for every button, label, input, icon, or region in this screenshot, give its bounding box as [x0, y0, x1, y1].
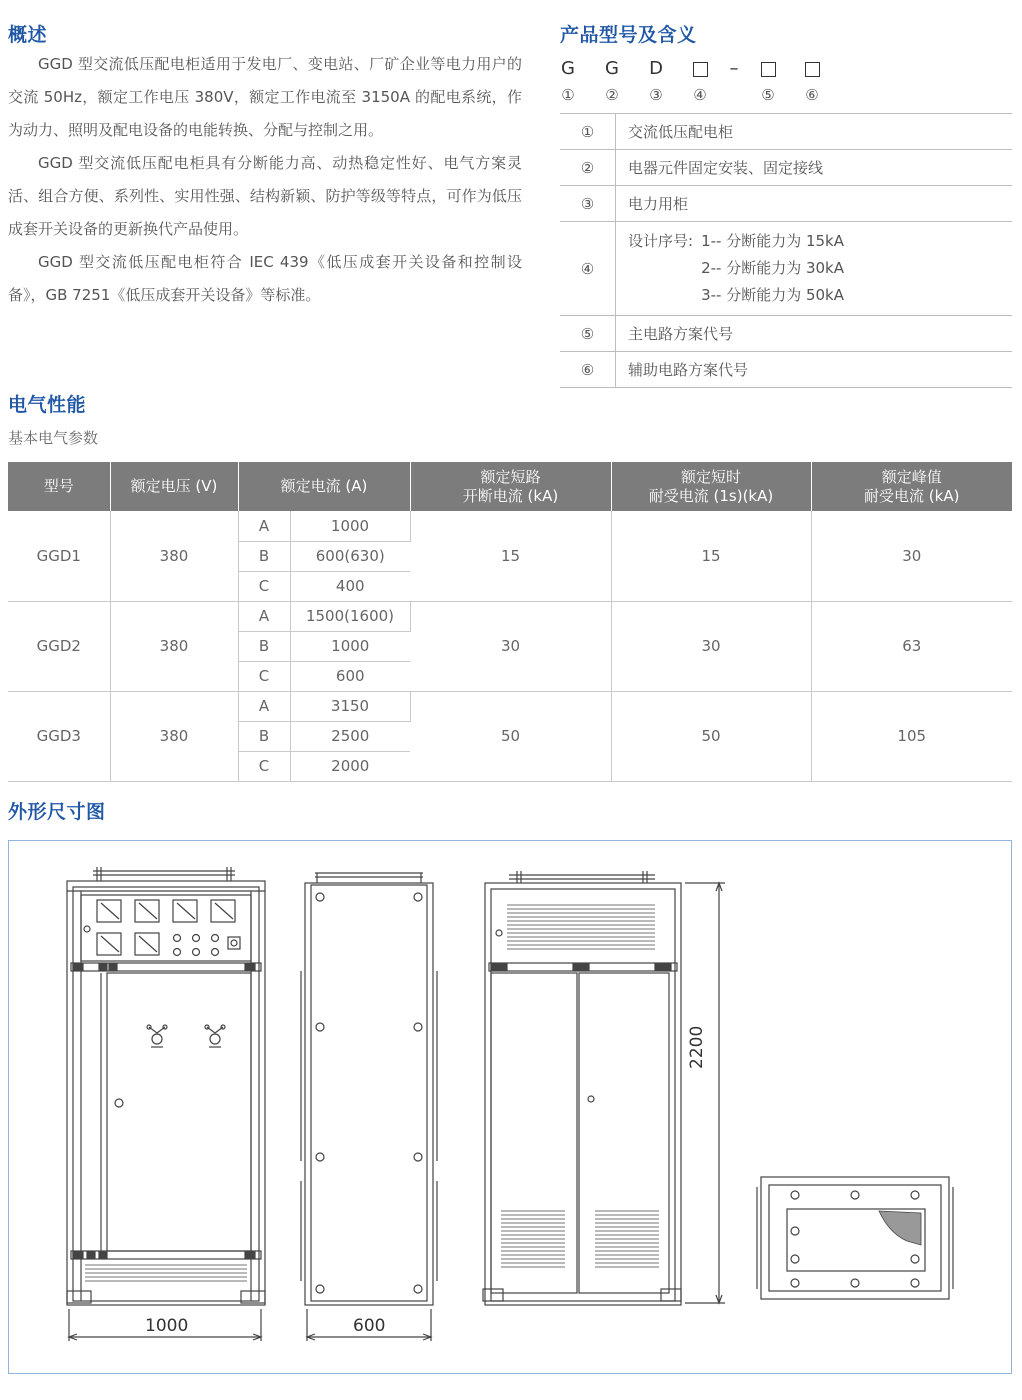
overview-title: 概述: [8, 24, 48, 46]
design-serial-option-1: 1-- 分断能力为 15kA: [701, 232, 845, 250]
cell-current-value: 400: [290, 571, 410, 601]
cell-current-value: 1500(1600): [290, 601, 410, 631]
overview-paragraph-2: GGD 型交流低压配电柜具有分断能力高、动热稳定性好、电气方案灵活、组合方便、系列性、实用性强、结构新颖、防护等级等特点，可作为低压成套开关设备的更新换代产品使用。: [8, 154, 522, 238]
code-num-6: ⑥: [805, 86, 819, 104]
model-code: [546, 58, 834, 79]
cell-current-value: 1000: [290, 511, 410, 541]
model-row: [560, 222, 1012, 316]
cell-peak: 63: [811, 601, 1012, 691]
th-peak: 额定峰值 耐受电流 (kA): [811, 462, 1012, 511]
model-row-num: ①: [560, 114, 616, 149]
cell-model: GGD3: [8, 691, 110, 781]
cell-current-value: 600: [290, 661, 410, 691]
dimension-drawing-frame: [8, 840, 1012, 1374]
cell-current-value: 600(630): [290, 541, 410, 571]
cell-current-grade: B: [238, 721, 290, 751]
model-row: [560, 352, 1012, 388]
electrical-title: 电气性能: [8, 394, 87, 416]
th-short-time: 额定短时 耐受电流 (1s)(kA): [611, 462, 811, 511]
code-num-3: ③: [649, 86, 663, 104]
table-header-row: [8, 462, 1012, 511]
cell-current-value: 2000: [290, 751, 410, 781]
cell-breaking: 50: [410, 691, 611, 781]
cell-voltage: 380: [110, 601, 238, 691]
cell-current-grade: B: [238, 541, 290, 571]
cell-breaking: 30: [410, 601, 611, 691]
width-dimension-label: 1000: [145, 1316, 189, 1336]
model-meaning-table: [560, 113, 1012, 388]
model-title: 产品型号及含义: [560, 24, 697, 46]
code-box-4: [678, 58, 722, 79]
model-row-num: ⑥: [560, 352, 616, 387]
cell-current-grade: C: [238, 661, 290, 691]
cabinet-drawing-scaled: [9, 841, 1013, 1375]
cell-current-grade: A: [238, 601, 290, 631]
cell-voltage: 380: [110, 691, 238, 781]
overview-paragraph-3: GGD 型交流低压配电柜符合 IEC 439《低压成套开关设备和控制设备》，GB 7251《低压成套开关设备》等标准。: [8, 253, 522, 304]
th-current: 额定电流 (A): [238, 462, 410, 511]
th-breaking: 额定短路 开断电流 (kA): [410, 462, 611, 511]
model-row-desc: 交流低压配电柜: [628, 123, 734, 141]
electrical-subtitle: 基本电气参数: [8, 429, 99, 447]
depth-dimension-label: 600: [353, 1316, 386, 1336]
cell-current-value: 1000: [290, 631, 410, 661]
model-row: [560, 114, 1012, 150]
model-row: [560, 150, 1012, 186]
model-row-num: ⑤: [560, 316, 616, 351]
code-num-5: ⑤: [761, 86, 775, 104]
dimensions-title: 外形尺寸图: [8, 801, 106, 823]
cell-short-time: 30: [611, 601, 811, 691]
code-num-1: ①: [561, 86, 575, 104]
table-row: [8, 601, 1012, 631]
model-row-num: ②: [560, 150, 616, 185]
code-letter-g1: G: [561, 58, 575, 79]
model-row-num: ④: [560, 222, 616, 315]
design-serial-label: 设计序号:: [628, 232, 694, 250]
cell-voltage: 380: [110, 511, 238, 601]
table-row: [8, 691, 1012, 721]
cell-current-grade: B: [238, 631, 290, 661]
overview-text: [8, 48, 522, 312]
code-num-2: ②: [605, 86, 619, 104]
cell-model: GGD2: [8, 601, 110, 691]
cell-short-time: 15: [611, 511, 811, 601]
design-serial-option-3: 3-- 分断能力为 50kA: [701, 286, 845, 304]
code-box-6: [790, 58, 834, 79]
model-row-desc: 电力用柜: [628, 195, 689, 213]
code-num-4: ④: [693, 86, 707, 104]
th-model: 型号: [8, 462, 110, 511]
height-dimension-label: 2200: [687, 1025, 707, 1069]
cell-current-value: 2500: [290, 721, 410, 751]
cell-short-time: 50: [611, 691, 811, 781]
model-row-desc: 电器元件固定安装、固定接线: [628, 159, 824, 177]
overview-paragraph-1: GGD 型交流低压配电柜适用于发电厂、变电站、厂矿企业等电力用户的交流 50Hz，额定工作电压 380V，额定工作电流至 3150A 的配电系统，作为动力、照明及配电设备的电能转换、分配与控制之用。: [8, 55, 522, 139]
code-letter-g2: G: [605, 58, 619, 79]
model-row-desc: 辅助电路方案代号: [628, 361, 749, 379]
model-row: [560, 316, 1012, 352]
cell-current-grade: C: [238, 751, 290, 781]
electrical-params-table: [8, 462, 1012, 782]
cell-current-grade: C: [238, 571, 290, 601]
cell-current-grade: A: [238, 691, 290, 721]
cell-current-grade: A: [238, 511, 290, 541]
cell-peak: 105: [811, 691, 1012, 781]
model-row: [560, 186, 1012, 222]
model-row-num: ③: [560, 186, 616, 221]
cell-peak: 30: [811, 511, 1012, 601]
model-row-desc: 主电路方案代号: [628, 325, 734, 343]
model-code-numbers: [546, 86, 834, 104]
code-dash: –: [729, 58, 739, 79]
cell-breaking: 15: [410, 511, 611, 601]
cell-current-value: 3150: [290, 691, 410, 721]
cell-model: GGD1: [8, 511, 110, 601]
code-letter-d: D: [649, 58, 663, 79]
th-voltage: 额定电压 (V): [110, 462, 238, 511]
code-box-5: [746, 58, 790, 79]
table-row: [8, 511, 1012, 541]
design-serial-option-2: 2-- 分断能力为 30kA: [701, 259, 845, 277]
